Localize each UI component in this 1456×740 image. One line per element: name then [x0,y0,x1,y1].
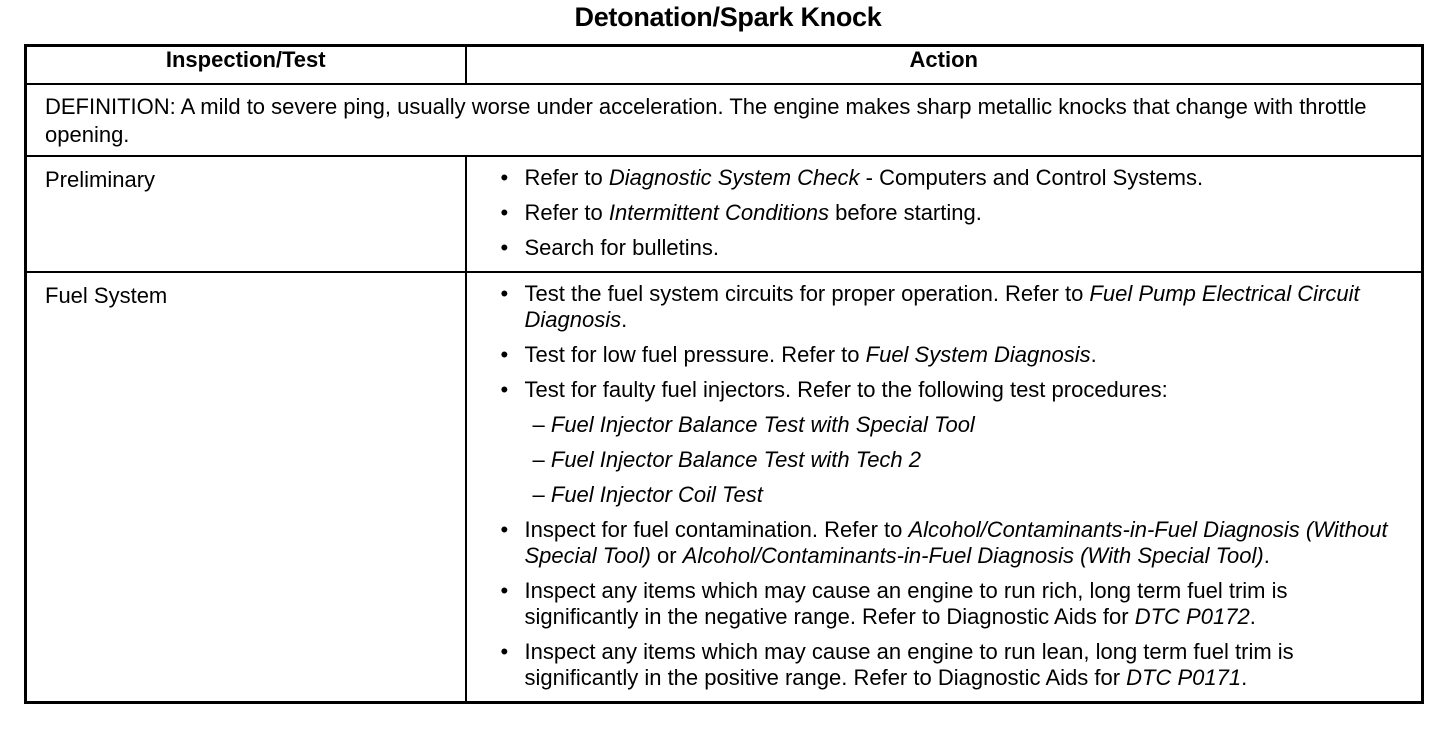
inspection-label: Fuel System [26,272,466,703]
table-row [26,272,1423,703]
action-item: • Search for bulletins. [500,235,719,260]
diagnostic-table [24,44,1424,704]
column-header-action: Action [466,46,1423,85]
procedure-item: – Fuel Injector Balance Test with Special Tool [532,412,975,437]
action-item: • Test for faulty fuel injectors. Refer to the following test procedures: – Fuel Injector Balance Test with Special Tool – Fuel Injector Balance Test with Tech 2 – Fuel Injector Coil Test [501,377,1404,508]
bullet-icon: • [500,517,509,542]
bullet-icon: • [500,578,509,603]
header-row [26,46,1423,85]
bullet-icon: • [500,165,509,190]
table-row [26,156,1423,272]
action-list [467,157,1422,271]
action-item: • Inspect any items which may cause an engine to run lean, long term fuel trim is significantly in the positive range. Refer to Diagnostic Aids for DTC P0171. [500,639,1294,690]
bullet-icon: • [500,377,509,402]
column-header-inspection: Inspection/Test [26,46,466,85]
action-item: • Inspect any items which may cause an engine to run rich, long term fuel trim is significantly in the negative range. Refer to Diagnostic Aids for DTC P0172. [500,578,1288,629]
action-item: • Inspect for fuel contamination. Refer to Alcohol/Contaminants-in-Fuel Diagnosis (Without Special Tool) or Alcohol/Contaminants-in-Fuel Diagnosis (With Special Tool). [500,517,1388,568]
page-title: Detonation/Spark Knock [574,2,882,32]
action-item: • Refer to Intermittent Conditions before starting. [500,200,982,225]
definition-text: DEFINITION: A mild to severe ping, usually worse under acceleration. The engine makes sharp metallic knocks that change with throttle opening. [26,84,1423,156]
bullet-icon: • [500,281,509,306]
action-cell [466,156,1423,272]
action-item: • Test the fuel system circuits for proper operation. Refer to Fuel Pump Electrical Circuit Diagnosis. [500,281,1360,332]
action-cell [466,272,1423,703]
bullet-icon: • [500,200,509,225]
bullet-icon: • [500,342,509,367]
procedure-item: – Fuel Injector Balance Test with Tech 2 [532,447,922,472]
bullet-icon: • [500,639,509,664]
dash-icon: – [532,482,545,507]
procedure-item: – Fuel Injector Coil Test [532,482,763,507]
action-item: • Test for low fuel pressure. Refer to Fuel System Diagnosis. [500,342,1097,367]
action-list [467,273,1422,701]
inspection-label: Preliminary [26,156,466,272]
action-item: • Refer to Diagnostic System Check - Computers and Control Systems. [500,165,1204,190]
bullet-icon: • [500,235,509,260]
dash-icon: – [532,447,545,472]
definition-row [26,84,1423,156]
procedure-sublist [525,412,1404,508]
dash-icon: – [532,412,545,437]
